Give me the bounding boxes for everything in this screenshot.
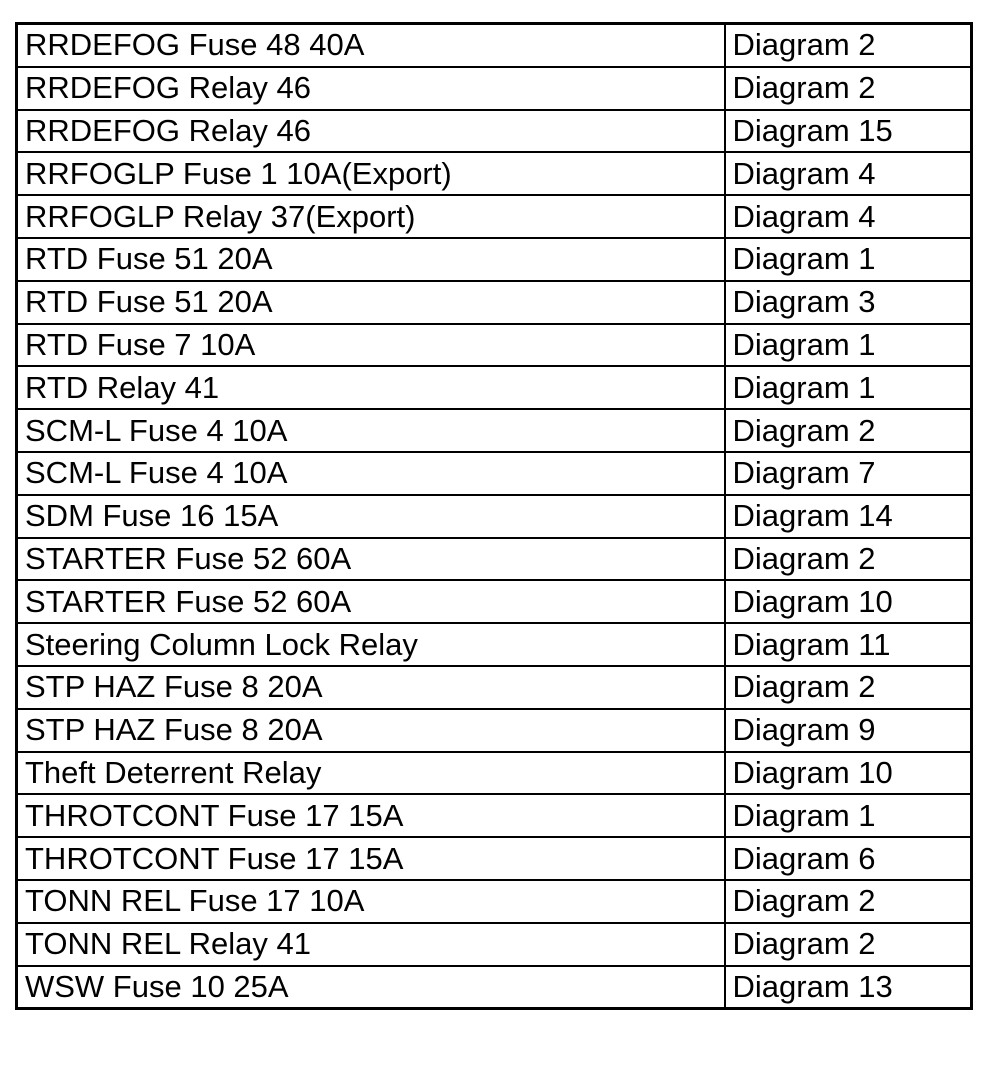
diagram-reference-cell: Diagram 10 (725, 752, 972, 795)
diagram-reference-cell: Diagram 2 (725, 666, 972, 709)
diagram-reference-cell: Diagram 4 (725, 195, 972, 238)
table-row (17, 324, 972, 367)
diagram-reference-cell: Diagram 1 (725, 238, 972, 281)
diagram-reference-cell: Diagram 1 (725, 794, 972, 837)
diagram-reference-cell: Diagram 11 (725, 623, 972, 666)
component-cell: RRFOGLP Relay 37(Export) (17, 195, 725, 238)
table-row (17, 794, 972, 837)
diagram-reference-cell: Diagram 4 (725, 152, 972, 195)
table-row (17, 538, 972, 581)
component-cell: STARTER Fuse 52 60A (17, 580, 725, 623)
table-row (17, 152, 972, 195)
table-row (17, 880, 972, 923)
table-row (17, 409, 972, 452)
diagram-reference-cell: Diagram 2 (725, 538, 972, 581)
diagram-reference-cell: Diagram 2 (725, 923, 972, 966)
diagram-reference-cell: Diagram 13 (725, 966, 972, 1009)
component-cell: RTD Fuse 7 10A (17, 324, 725, 367)
table-row (17, 752, 972, 795)
component-cell: RRFOGLP Fuse 1 10A(Export) (17, 152, 725, 195)
table-row (17, 238, 972, 281)
diagram-reference-cell: Diagram 10 (725, 580, 972, 623)
component-cell: SCM-L Fuse 4 10A (17, 409, 725, 452)
component-diagram-table (15, 22, 973, 1010)
diagram-reference-cell: Diagram 14 (725, 495, 972, 538)
table-row (17, 623, 972, 666)
table-row (17, 110, 972, 153)
table-row (17, 580, 972, 623)
diagram-reference-cell: Diagram 1 (725, 324, 972, 367)
component-cell: WSW Fuse 10 25A (17, 966, 725, 1009)
diagram-reference-cell: Diagram 2 (725, 880, 972, 923)
component-cell: SCM-L Fuse 4 10A (17, 452, 725, 495)
diagram-reference-cell: Diagram 2 (725, 67, 972, 110)
table-row (17, 966, 972, 1009)
component-cell: RTD Fuse 51 20A (17, 281, 725, 324)
diagram-reference-cell: Diagram 3 (725, 281, 972, 324)
component-cell: SDM Fuse 16 15A (17, 495, 725, 538)
table-row (17, 24, 972, 67)
component-cell: Steering Column Lock Relay (17, 623, 725, 666)
component-cell: THROTCONT Fuse 17 15A (17, 794, 725, 837)
diagram-reference-cell: Diagram 6 (725, 837, 972, 880)
diagram-reference-cell: Diagram 15 (725, 110, 972, 153)
table-row (17, 366, 972, 409)
component-cell: RRDEFOG Relay 46 (17, 67, 725, 110)
diagram-reference-cell: Diagram 1 (725, 366, 972, 409)
table-body (17, 24, 972, 1009)
component-cell: STP HAZ Fuse 8 20A (17, 666, 725, 709)
component-cell: TONN REL Relay 41 (17, 923, 725, 966)
table-row (17, 452, 972, 495)
table-row (17, 923, 972, 966)
component-cell: Theft Deterrent Relay (17, 752, 725, 795)
table-row (17, 281, 972, 324)
component-cell: STP HAZ Fuse 8 20A (17, 709, 725, 752)
table-row (17, 195, 972, 238)
component-cell: TONN REL Fuse 17 10A (17, 880, 725, 923)
table-row (17, 495, 972, 538)
table-row (17, 837, 972, 880)
component-cell: RRDEFOG Relay 46 (17, 110, 725, 153)
diagram-reference-cell: Diagram 7 (725, 452, 972, 495)
diagram-reference-cell: Diagram 2 (725, 24, 972, 67)
table-row (17, 67, 972, 110)
diagram-reference-cell: Diagram 2 (725, 409, 972, 452)
table-row (17, 709, 972, 752)
component-cell: THROTCONT Fuse 17 15A (17, 837, 725, 880)
diagram-reference-cell: Diagram 9 (725, 709, 972, 752)
component-cell: RTD Fuse 51 20A (17, 238, 725, 281)
table-row (17, 666, 972, 709)
component-cell: RTD Relay 41 (17, 366, 725, 409)
component-cell: RRDEFOG Fuse 48 40A (17, 24, 725, 67)
component-cell: STARTER Fuse 52 60A (17, 538, 725, 581)
